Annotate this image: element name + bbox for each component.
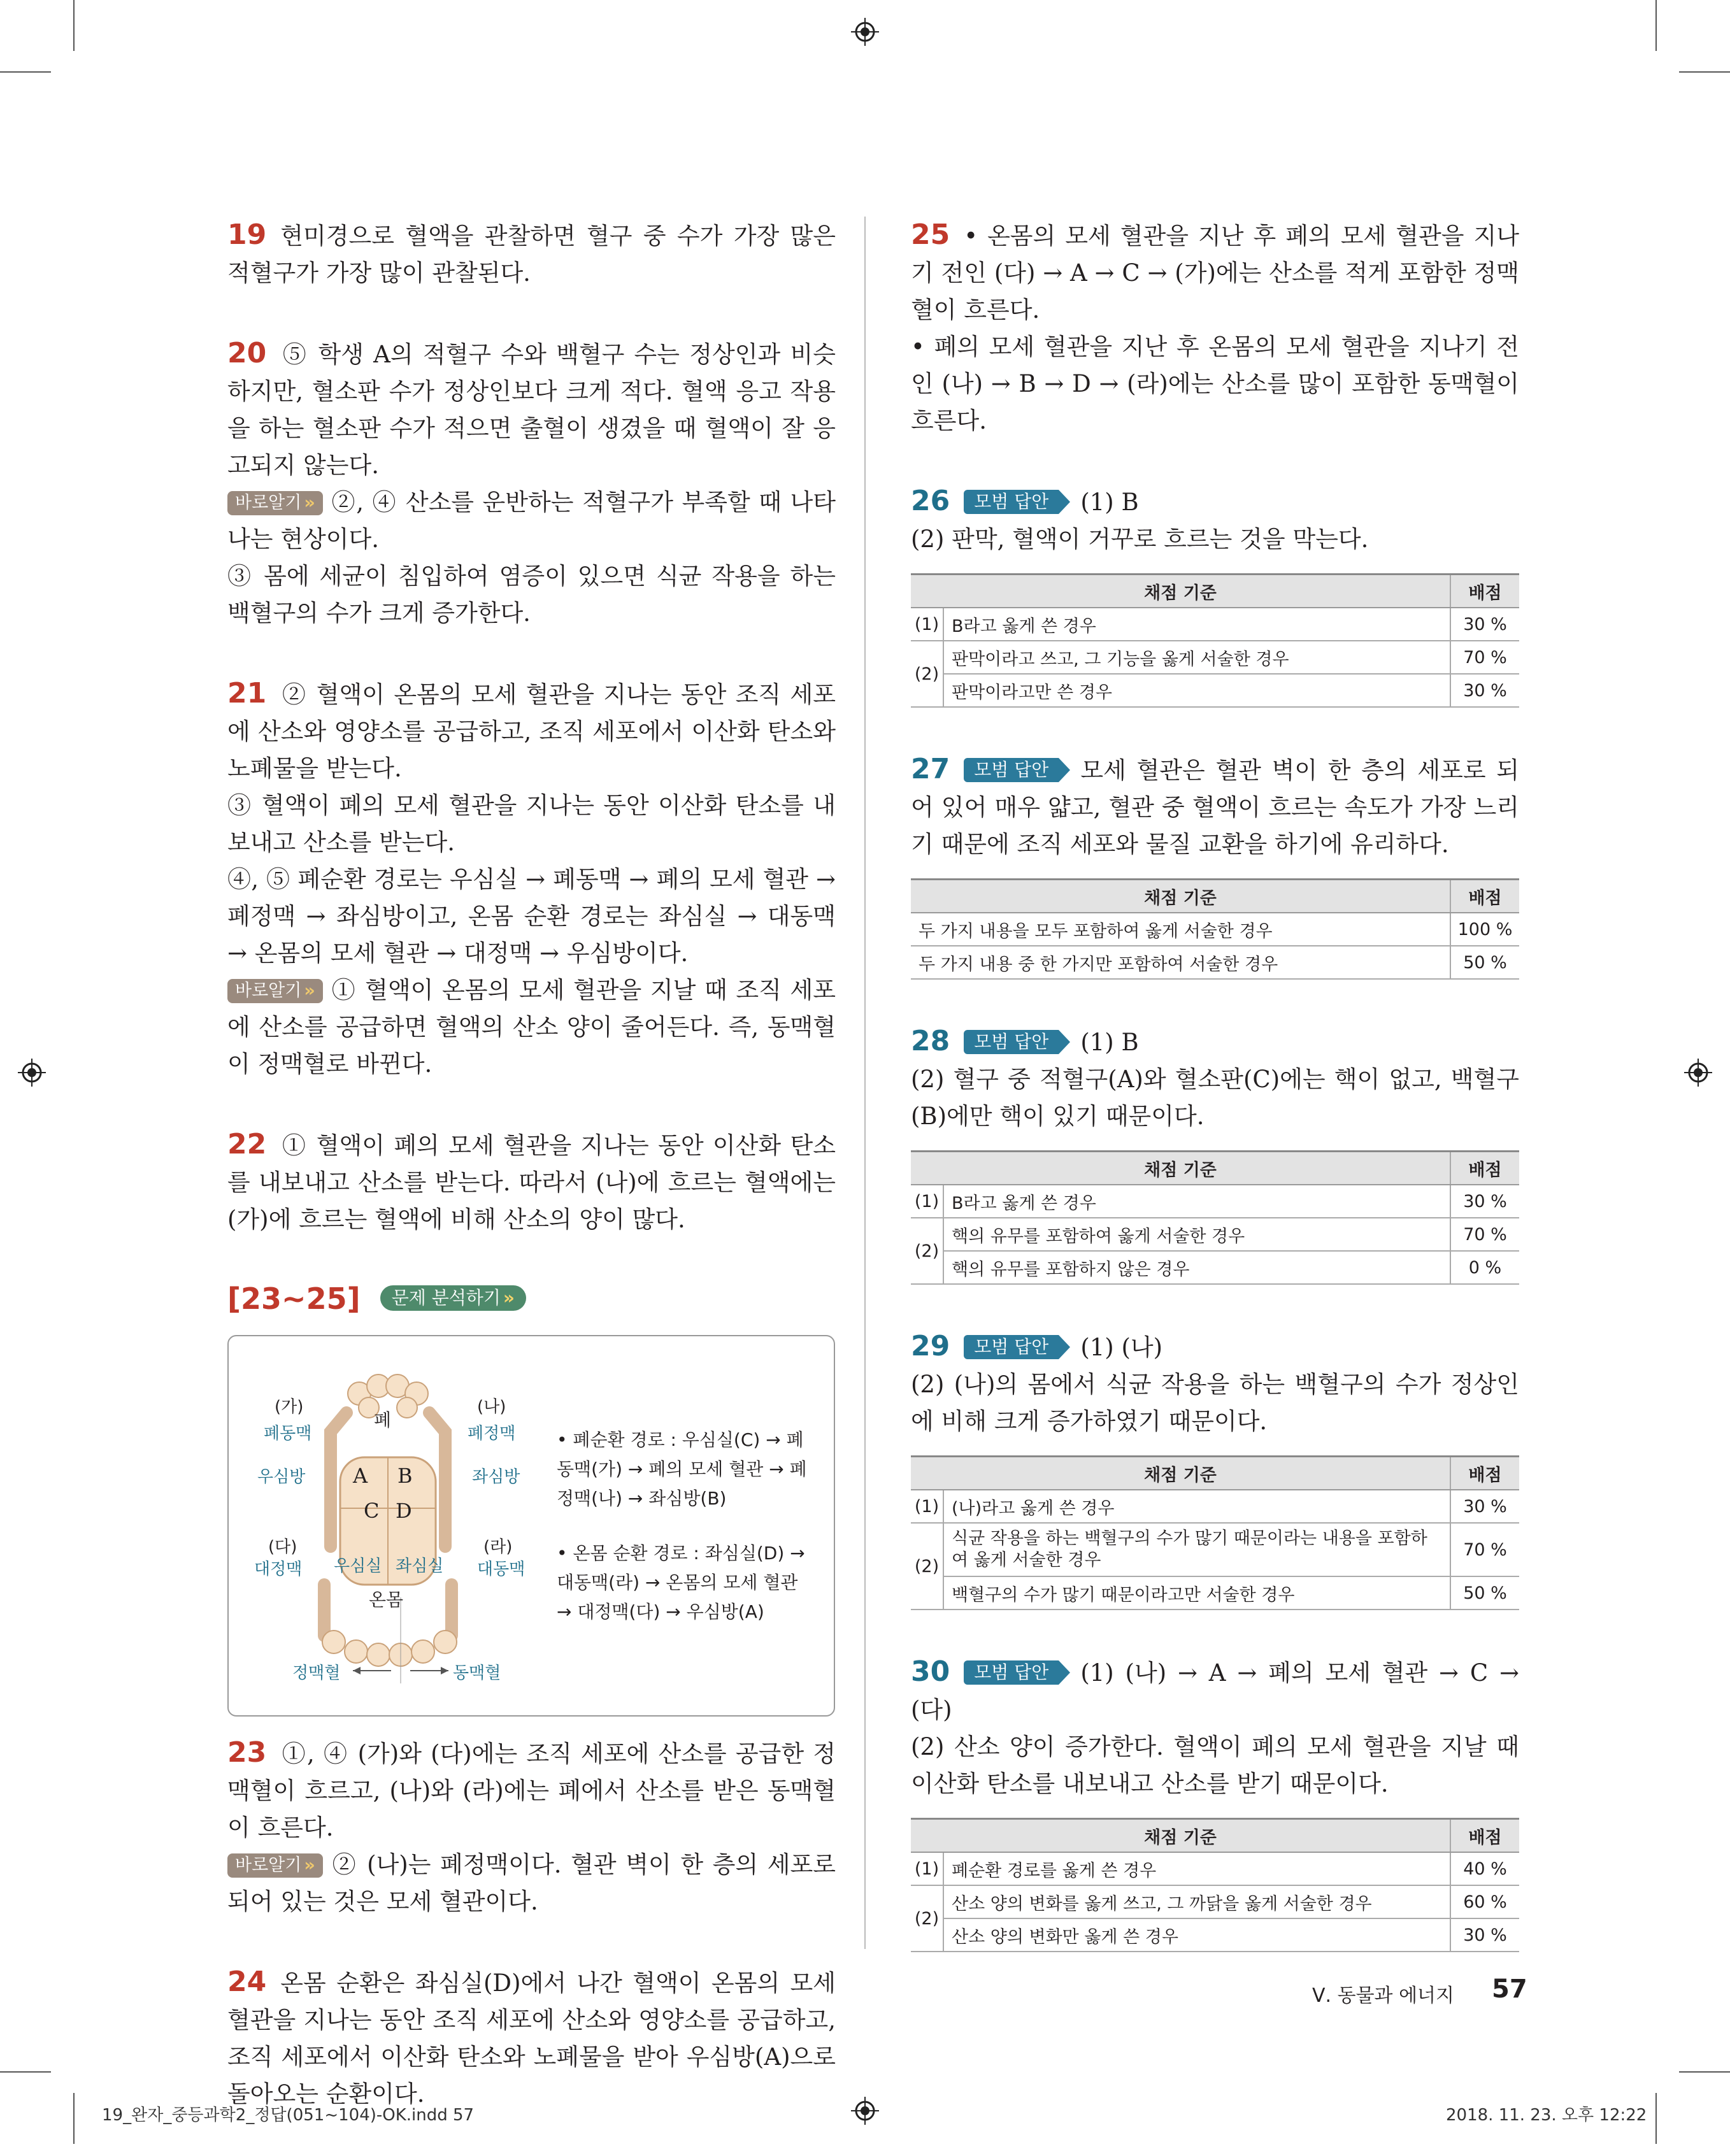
table-row: (1) B라고 옳게 쓴 경우 30 % [911,608,1519,641]
arterial-blood-label: 동맥혈 [453,1664,501,1683]
pulmonary-artery-label: 폐동맥 [264,1424,312,1443]
question-number: 23 [227,1736,267,1769]
question-number: 21 [227,677,267,710]
print-date: 2018. 11. 23. 오후 12:22 [1446,2106,1647,2125]
table-row: (1) B라고 옳게 쓴 경우 30 % [911,1185,1519,1218]
answer-text: 현미경으로 혈액을 관찰하면 혈구 중 수가 가장 많은 적혈구가 가장 많이 관찰된다. [227,222,836,287]
file-name: 19_완자_중등과학2_정답(051~104)-OK.indd 57 [102,2106,475,2125]
question-number: 25 [911,218,950,251]
correction-text: ②, ④ 산소를 운반하는 적혈구가 부족할 때 나타나는 현상이다. [227,489,836,553]
chamber-c-label: C [364,1499,380,1523]
answer-30 [911,1653,1519,1952]
answer-19 [227,217,836,292]
answer-text: • 폐의 모세 혈관을 지난 후 온몸의 모세 혈관을 지나기 전인 (나) → B → D → (라)에는 산소를 많이 포함한 동맥혈이 흐른다. [911,333,1519,434]
table-row: (2) 핵의 유무를 포함하여 옳게 서술한 경우 70 % [911,1218,1519,1251]
chamber-d-label: D [396,1499,412,1523]
table-row: (2) 산소 양의 변화를 옳게 쓰고, 그 까닭을 옳게 서술한 경우 60 % [911,1885,1519,1918]
circulation-figure [229,1336,834,1715]
answer-text: (1) (나) [1080,1334,1163,1361]
registration-mark-icon [1684,1059,1712,1087]
vessel-na-label: (나) [477,1397,506,1417]
answer-text: (1) B [1080,1029,1139,1056]
body-label: 온몸 [369,1589,404,1610]
model-answer-tag: 모범 답안 [964,758,1059,782]
chamber-b-label: B [397,1464,413,1488]
table-row: 핵의 유무를 포함하지 않은 경우 0 % [911,1251,1519,1284]
registration-mark-icon [851,18,879,46]
crop-mark [1655,2093,1657,2144]
chapter-label: Ⅴ. 동물과 에너지 [1312,1985,1455,2007]
question-number: 20 [227,337,267,369]
answer-text: ⑤ 학생 A의 적혈구 수와 백혈구 수는 정상인과 비슷하지만, 혈소판 수가 정상인보다 크게 적다. 혈액 응고 작용을 하는 혈소판 수가 적으면 출혈이 생겼을 때 혈액이 잘 응고되지 않는다. [227,341,836,479]
answer-text: • 온몸의 모세 혈관을 지난 후 폐의 모세 혈관을 지나기 전인 (다) → A → C → (가)에는 산소를 적게 포함한 정맥혈이 흐른다. [911,222,1519,324]
table-row: 두 가지 내용을 모두 포함하여 옳게 서술한 경우 100 % [911,913,1519,946]
scoring-table [911,1455,1519,1610]
answer-22 [227,1126,836,1238]
chamber-a-label: A [353,1464,368,1488]
answer-23 [227,1734,836,1920]
vessel-da-label: (다) [268,1538,297,1557]
table-row: (2) 판막이라고 쓰고, 그 기능을 옳게 서술한 경우 70 % [911,641,1519,674]
question-number: 28 [911,1025,950,1057]
table-header-criteria: 채점 기준 [911,1457,1450,1490]
crop-mark [73,0,75,51]
crop-mark [1655,0,1657,51]
answer-text: ①, ④ (가)와 (다)에는 조직 세포에 산소를 공급한 정맥혈이 흐르고, (나)와 (라)에는 폐에서 산소를 받은 동맥혈이 흐른다. [227,1740,836,1841]
answer-26 [911,483,1519,708]
scoring-table [911,1150,1519,1285]
question-number: 22 [227,1128,267,1160]
answer-text: (2) 혈구 중 적혈구(A)와 혈소판(C)에는 핵이 없고, 백혈구(B)에만 핵이 있기 때문이다. [911,1066,1519,1130]
answer-29 [911,1328,1519,1610]
answer-text: ① 혈액이 폐의 모세 혈관을 지나는 동안 이산화 탄소를 내보내고 산소를 받는다. 따라서 (나)에 흐르는 혈액에는 (가)에 흐르는 혈액에 비해 산소의 양이 많다. [227,1132,836,1233]
table-header-points: 배점 [1450,1819,1519,1853]
crop-mark [1679,71,1730,73]
answer-text: ④, ⑤ 폐순환 경로는 우심실 → 폐동맥 → 폐의 모세 혈관 → 폐정맥 → 좌심방이고, 온몸 순환 경로는 좌심실 → 대동맥 → 온몸의 모세 혈관 → 대정맥 → 우심방이다. [227,866,836,967]
table-header-criteria: 채점 기준 [911,1819,1450,1853]
pulmonary-vein-label: 폐정맥 [468,1424,516,1443]
crop-mark [0,2071,51,2073]
right-column [911,217,1519,1995]
scoring-table [911,1818,1519,1952]
circulation-diagram [227,1335,835,1717]
answer-text: (2) (나)의 몸에서 식균 작용을 하는 백혈구의 수가 정상인에 비해 크게 증가하였기 때문이다. [911,1371,1519,1435]
model-answer-tag: 모범 답안 [964,1030,1059,1054]
correction-text: ③ 몸에 세균이 침입하여 염증이 있으면 식균 작용을 하는 백혈구의 수가 크게 증가한다. [227,562,836,627]
left-ventricle-label: 좌심실 [396,1557,444,1576]
question-number: 29 [911,1330,950,1362]
table-header-points: 배점 [1450,880,1519,913]
table-row: 판막이라고만 쓴 경우 30 % [911,674,1519,707]
answer-21 [227,675,836,1083]
answer-text: (2) 판막, 혈액이 거꾸로 흐르는 것을 막는다. [911,525,1369,553]
analysis-tag: 문제 분석하기 » [380,1285,526,1311]
crop-mark [0,71,51,73]
answer-text: (1) (나) → A → 폐의 모세 혈관 → C → (다) [911,1659,1519,1724]
table-row: 산소 양의 변화만 옳게 쓴 경우 30 % [911,1918,1519,1952]
correction-text: ① 혈액이 온몸의 모세 혈관을 지날 때 조직 세포에 산소를 공급하면 혈액의 산소 양이 줄어든다. 즉, 동맥혈이 정맥혈로 바뀐다. [227,976,836,1078]
page-number: 57 [1492,1974,1527,2004]
answer-27 [911,751,1519,980]
table-row: (1) (나)라고 옳게 쓴 경우 30 % [911,1490,1519,1523]
vessel-ra-label: (라) [483,1538,513,1557]
question-number: 27 [911,753,950,785]
vessel-ga-label: (가) [275,1397,304,1417]
left-column [227,217,836,2156]
right-ventricle-label: 우심실 [334,1557,382,1576]
registration-mark-icon [18,1059,46,1087]
registration-mark-icon [851,2097,879,2125]
table-row: 두 가지 내용 중 한 가지만 포함하여 서술한 경우 50 % [911,946,1519,979]
table-header-criteria: 채점 기준 [911,575,1450,608]
answer-20 [227,335,836,632]
question-number: 24 [227,1966,267,1998]
model-answer-tag: 모범 답안 [964,490,1059,514]
question-number: 19 [227,218,267,251]
table-header-criteria: 채점 기준 [911,1152,1450,1185]
crop-mark [73,2093,75,2144]
aorta-label: 대동맥 [477,1560,525,1579]
correction-text: ② (나)는 폐정맥이다. 혈관 벽이 한 층의 세포로 되어 있는 것은 모세 혈관이다. [227,1851,836,1915]
model-answer-tag: 모범 답안 [964,1660,1059,1685]
question-number: 26 [911,485,950,517]
answer-text: 온몸 순환은 좌심실(D)에서 나간 혈액이 온몸의 모세 혈관을 지나는 동안 조직 세포에 산소와 영양소를 공급하고, 조직 세포에서 이산화 탄소와 노폐물을 받아 우심방(A)으로 돌아오는 순환이다. [227,1969,836,2108]
table-header-points: 배점 [1450,1152,1519,1185]
table-header-criteria: 채점 기준 [911,880,1450,913]
table-row: 백혈구의 수가 많기 때문이라고만 서술한 경우 50 % [911,1576,1519,1610]
answer-text: 모세 혈관은 혈관 벽이 한 층의 세포로 되어 있어 매우 얇고, 혈관 중 혈액이 흐르는 속도가 가장 느리기 때문에 조직 세포와 물질 교환을 하기에 유리하다. [911,757,1519,858]
scoring-table [911,878,1519,980]
answer-25 [911,217,1519,439]
table-row: (2) 식균 작용을 하는 백혈구의 수가 많기 때문이라는 내용을 포함하여 옳게 서술한 경우 70 % [911,1523,1519,1576]
right-atrium-label: 우심방 [257,1467,306,1487]
answer-24 [227,1964,836,2113]
systemic-circulation-note: • 온몸 순환 경로 : 좌심실(D) → 대동맥(라) → 온몸의 모세 혈관 → 대정맥(다) → 우심방(A) [557,1543,805,1622]
scoring-table [911,573,1519,708]
pulmonary-circulation-note: • 폐순환 경로 : 우심실(C) → 폐동맥(가) → 폐의 모세 혈관 → 폐정맥(나) → 좌심방(B) [557,1429,807,1509]
table-row: (1) 폐순환 경로를 옳게 쓴 경우 40 % [911,1852,1519,1885]
vena-cava-label: 대정맥 [254,1560,303,1579]
question-number: 30 [911,1655,950,1688]
answer-text: ② 혈액이 온몸의 모세 혈관을 지나는 동안 조직 세포에 산소와 영양소를 공급하고, 조직 세포에서 이산화 탄소와 노폐물을 받는다. [227,681,836,782]
section-header [227,1281,836,1316]
venous-blood-label: 정맥혈 [292,1664,341,1683]
correction-tag: 바로알기 » [227,1853,323,1878]
correction-tag: 바로알기 » [227,979,323,1003]
model-answer-tag: 모범 답안 [964,1335,1059,1359]
answer-28 [911,1023,1519,1285]
answer-text: (2) 산소 양이 증가한다. 혈액이 폐의 모세 혈관을 지날 때 이산화 탄소를 내보내고 산소를 받기 때문이다. [911,1733,1519,1797]
crop-mark [1679,2071,1730,2073]
left-atrium-label: 좌심방 [472,1467,520,1487]
lung-label: 폐 [374,1410,392,1431]
column-divider [864,217,866,1949]
answer-text: ③ 혈액이 폐의 모세 혈관을 지나는 동안 이산화 탄소를 내보내고 산소를 받는다. [227,792,836,856]
answer-text: (1) B [1080,489,1139,516]
section-title: [23~25] [227,1281,361,1316]
correction-tag: 바로알기 » [227,491,323,515]
table-header-points: 배점 [1450,1457,1519,1490]
table-header-points: 배점 [1450,575,1519,608]
